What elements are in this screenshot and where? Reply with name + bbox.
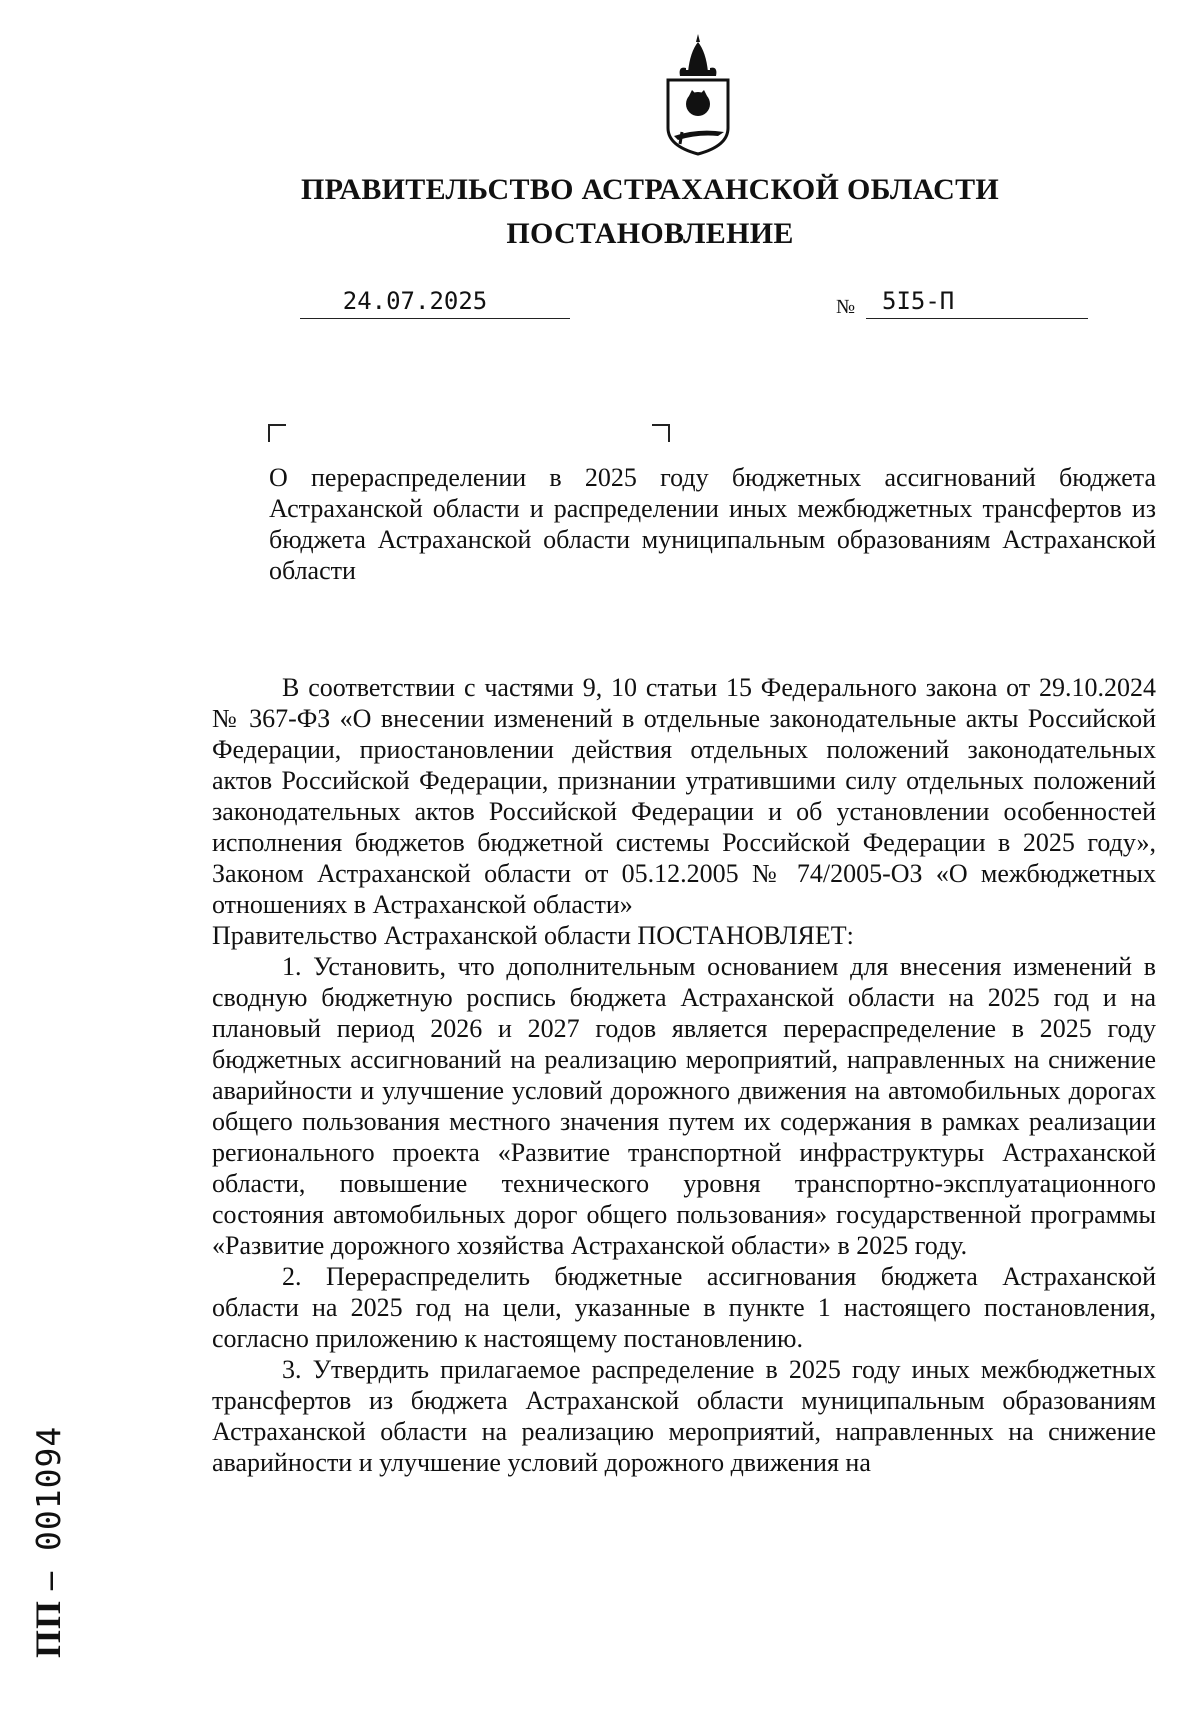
item-1-paragraph: 1. Установить, что дополнительным основанием для внесения изменений в сводную бюджетную роспись бюджета Астраханской области на 2025 год и на плановый период 2026 и 2027 годов является перераспределение в 2025 году бюджетных ассигнований на реализацию мероприятий, направленных на снижение аварийности и улучшение условий дорожного движения на автомобильных дорогах общего пользования местного значения путем их содержания в рамках реализации регионального проекта «Развитие транспортной инфраструктуры Астраханской области, повышение технического уровня транспортно-эксплуатационного состояния автомобильных дорог общего пользования» государственной программы «Развитие дорожного хозяйства Астраханской области» в 2025 году. [212, 952, 1156, 1260]
document-type-title: ПОСТАНОВЛЕНИЕ [506, 217, 794, 250]
preamble-paragraph: В соответствии с частями 9, 10 статьи 15 Федерального закона от 29.10.2024 № 367-ФЗ «О внесении изменений в отдельные законодательные акты Российской Федерации, приостановлении действия отдельных положений законодательных актов Российской Федерации, признании утратившими силу отдельных положений законодательных актов Российской Федерации и об установлении особенностей исполнения бюджетов бюджетной системы Российской Федерации в 2025 году», Законом Астраханской области от 05.12.2005 № 74/2005-ОЗ «О межбюджетных отношениях в Астраханской области» [212, 673, 1156, 919]
organization-title: ПРАВИТЕЛЬСТВО АСТРАХАНСКОЙ ОБЛАСТИ [300, 173, 1000, 206]
subject-corner-left [268, 424, 286, 442]
stamp-code: 001094 [29, 1425, 68, 1551]
number-sign: № [836, 296, 856, 318]
resolve-line: Правительство Астраханской области ПОСТАНОВЛЯЕТ: [212, 921, 854, 950]
document-date: 24.07.2025 [300, 283, 570, 319]
document-body [212, 672, 1156, 1478]
registration-stamp [28, 1426, 69, 1658]
stamp-prefix: ПП – [28, 1570, 68, 1658]
item-2-paragraph: 2. Перераспределить бюджетные ассигнования бюджета Астраханской области на 2025 год на цели, указанные в пункте 1 настоящего постановления, согласно приложению к настоящему постановлению. [212, 1262, 1156, 1353]
document-number: 5I5-П [866, 283, 1088, 319]
coat-of-arms-icon [658, 32, 738, 156]
subject-corner-right [652, 424, 670, 442]
item-3-paragraph: 3. Утвердить прилагаемое распределение в 2025 году иных межбюджетных трансфертов из бюджета Астраханской области муниципальным образованиям Астраханской области на реализацию мероприятий, направленных на снижение аварийности и улучшение условий дорожного движения на [212, 1355, 1156, 1477]
document-header [0, 168, 1200, 256]
document-subject: О перераспределении в 2025 году бюджетных ассигнований бюджета Астраханской области и распределении иных межбюджетных трансфертов из бюджета Астраханской области муниципальным образованиям Астраханской области [269, 463, 1156, 585]
